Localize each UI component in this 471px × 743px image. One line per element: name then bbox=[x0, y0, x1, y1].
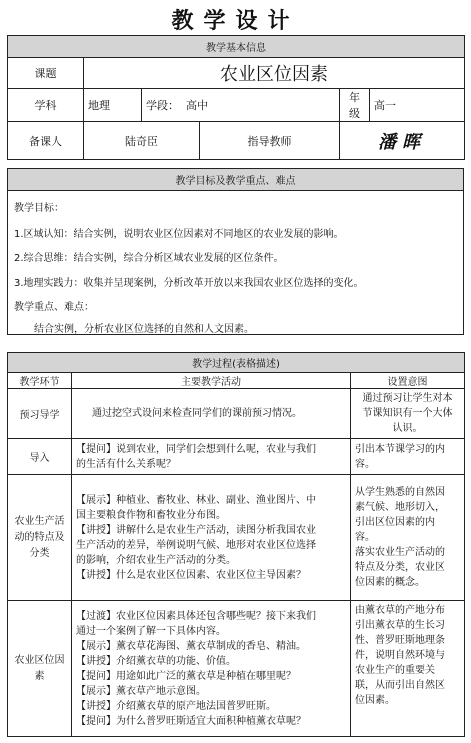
design-cell bbox=[351, 389, 465, 439]
design-line: 引出薰衣草的生长习 bbox=[355, 620, 445, 631]
design-line: 件，说明自然环境与 bbox=[355, 650, 445, 661]
activity-line: 【展示】种植业、畜牧业、林业、副业、渔业图片、中 bbox=[76, 494, 316, 506]
design-line: 联，从而引出自然区 bbox=[355, 680, 445, 691]
advisor-signature: 潘晖 bbox=[340, 122, 465, 160]
objective-item: 1.区域认知：结合实例，说明农业区位因素对不同地区的农业发展的影响。 bbox=[14, 229, 344, 240]
activity-cell bbox=[72, 601, 351, 737]
design-line: 节课知识有一个大体 bbox=[362, 408, 453, 419]
objective-item: 3.地理实践力：收集并呈现案例，分析改革开放以来我国农业区位选择的变化。 bbox=[14, 278, 364, 289]
activity-line: 国主要粮食作物和畜牧业分布图。 bbox=[76, 509, 226, 521]
activity-line: 【展示】薰衣草产地示意图。 bbox=[76, 685, 206, 697]
col-stage-header: 教学环节 bbox=[8, 373, 72, 389]
activity-line: 【讲授】什么是农业区位因素、农业区位主导因素？ bbox=[76, 569, 306, 581]
design-line: 容。 bbox=[355, 532, 375, 543]
goals-body bbox=[8, 191, 464, 335]
design-line: 引出区位因素的内 bbox=[355, 517, 435, 528]
objectives-heading: 教学目标： bbox=[14, 203, 64, 214]
design-line: 引出本节课学习的内 bbox=[355, 443, 445, 455]
design-line: 从学生熟悉的自然因 bbox=[355, 487, 445, 498]
stage-cell: 农业区位因素 bbox=[8, 601, 72, 737]
activity-line: 【提问】说到农业，同学们会想到什么呢，农业与我们 bbox=[76, 443, 316, 455]
goals-header: 教学目标及教学重点、难点 bbox=[8, 169, 464, 191]
subject-value: 地理 bbox=[84, 89, 142, 122]
activity-line: 【提问】为什么普罗旺斯适宜大面积种植薰衣草呢？ bbox=[76, 715, 306, 727]
preparer-value: 陆奇臣 bbox=[84, 122, 200, 160]
design-line: 性、普罗旺斯地理条 bbox=[355, 635, 445, 646]
stage-cell: 预习导学 bbox=[8, 389, 72, 439]
design-cell bbox=[351, 475, 465, 601]
topic-value: 农业区位因素 bbox=[84, 58, 465, 89]
table-row bbox=[8, 389, 465, 439]
activity-line: 【过渡】农业区位因素具体还包含哪些呢？接下来我们 bbox=[76, 610, 316, 622]
table-row bbox=[8, 439, 465, 475]
activity-line: 【提问】用途如此广泛的薰衣草是种植在哪里呢？ bbox=[76, 670, 296, 682]
design-cell bbox=[351, 439, 465, 475]
activity-line: 的生活有什么关系呢？ bbox=[76, 458, 176, 470]
objective-item: 2.综合思维：结合实例，综合分析区域农业发展的区位条件。 bbox=[14, 253, 284, 264]
design-line: 位因素的概念。 bbox=[355, 577, 425, 588]
design-line: 落实农业生产活动的 bbox=[355, 547, 445, 558]
design-line: 认识。 bbox=[392, 423, 423, 434]
design-line: 位因素。 bbox=[355, 695, 395, 706]
keypoints-text: 结合实例，分析农业区位选择的自然和人文因素。 bbox=[34, 324, 254, 335]
activity-line: 通过一个案例了解一下具体内容。 bbox=[76, 625, 226, 637]
subject-label: 学科 bbox=[8, 89, 84, 122]
basic-info-table bbox=[7, 35, 465, 160]
stage-cell: 农业生产活动的特点及分类 bbox=[8, 475, 72, 601]
keypoints-heading: 教学重点、难点： bbox=[14, 302, 94, 313]
goals-table bbox=[7, 168, 464, 335]
activity-line: 生产活动的差异，举例说明气候、地形对农业区位选择 bbox=[76, 539, 316, 551]
grade-value: 高一 bbox=[370, 89, 465, 122]
design-line: 特点及分类，农业区 bbox=[355, 562, 445, 573]
activity-cell bbox=[72, 475, 351, 601]
grade-label: 年级 bbox=[340, 89, 370, 122]
activity-cell bbox=[72, 439, 351, 475]
stage-value: 高中 bbox=[186, 99, 208, 112]
design-line: 由薰衣草的产地分布 bbox=[355, 605, 445, 616]
design-line: 农业生产的重要关 bbox=[355, 665, 435, 676]
activity-cell bbox=[72, 389, 351, 439]
basic-info-header: 教学基本信息 bbox=[8, 36, 465, 58]
activity-line: 【讲授】介绍薰衣草的功能、价值。 bbox=[76, 655, 236, 667]
process-header: 教学过程(表格描述) bbox=[8, 353, 465, 373]
activity-line: 【讲授】讲解什么是农业生产活动，读图分析我国农业 bbox=[76, 524, 316, 536]
design-line: 容。 bbox=[355, 458, 375, 470]
advisor-label: 指导教师 bbox=[200, 122, 340, 160]
topic-label: 课题 bbox=[8, 58, 84, 89]
col-activity-header: 主要教学活动 bbox=[72, 373, 351, 389]
table-row bbox=[8, 475, 465, 601]
activity-line: 【讲授】介绍薰衣草的原产地法国普罗旺斯。 bbox=[76, 700, 276, 712]
activity-line: 【展示】薰衣草花海图、薰衣草制成的香皂、精油。 bbox=[76, 640, 306, 652]
design-line: 素气候、地形切入， bbox=[355, 502, 445, 513]
stage-cell bbox=[142, 89, 340, 122]
process-table bbox=[7, 352, 465, 737]
activity-line: 通过挖空式设问来检查同学们的课前预习情况。 bbox=[92, 408, 302, 419]
design-cell bbox=[351, 601, 465, 737]
stage-label: 学段： bbox=[146, 99, 179, 112]
stage-cell: 导入 bbox=[8, 439, 72, 475]
document-title: 教学设计 bbox=[171, 8, 300, 34]
table-row bbox=[8, 601, 465, 737]
design-line: 通过预习让学生对本 bbox=[362, 393, 453, 404]
activity-line: 的影响，介绍农业生产活动的分类。 bbox=[76, 554, 236, 566]
preparer-label: 备课人 bbox=[8, 122, 84, 160]
col-design-header: 设置意图 bbox=[351, 373, 465, 389]
